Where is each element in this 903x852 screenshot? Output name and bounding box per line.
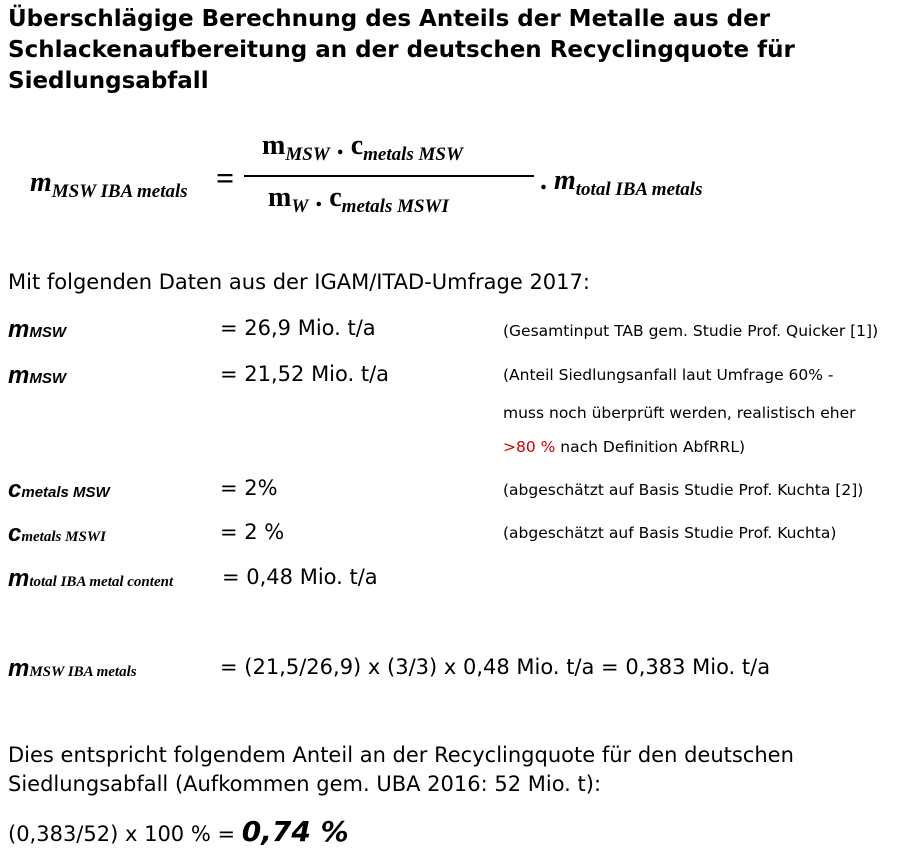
page-title: Überschlägige Berechnung des Anteils der Metalle aus der Schlackenaufbereitung an der deutschen Recyclingquote für Siedlungsabfall [8,6,795,94]
symbol-m-total-iba: mtotal IBA metal content [8,565,174,592]
formula-numerator: $m_{MSW}$ . $c_{metals MSW}$ [262,130,463,165]
result-value: 0,74 % [241,815,349,848]
formula-lhs: $m_{MSW IBA metals}$ [30,167,188,202]
value-c-metals-msw: = 2% [220,476,278,500]
symbol-c-metals-mswi: cmetals MSWI [8,520,106,547]
note-m-msw-share-line2: muss noch überprüft werden, realistisch eher [503,404,856,422]
formula-rhs: . $m_{total IBA metals}$ [540,165,703,200]
fraction-bar [244,175,534,177]
value-c-metals-mswi: = 2 % [220,520,285,544]
note-m-msw: (Gesamtinput TAB gem. Studie Prof. Quicker [1]) [503,322,879,340]
symbol-m-msw-share: mMSW [8,362,67,389]
value-m-msw-share: = 21,52 Mio. t/a [220,362,390,386]
symbol-m-msw: mMSW [8,316,67,343]
formula [30,130,750,230]
highlight-percentage: >80 % [503,438,556,456]
calculation-result: = (21,5/26,9) x (3/3) x 0,48 Mio. t/a = 0,383 Mio. t/a [220,655,771,679]
formula-equals: = [216,160,235,196]
symbol-m-msw-iba-metals: mMSW IBA metals [8,655,137,682]
final-result: (0,383/52) x 100 % = 0,74 % [8,815,349,848]
note-c-metals-mswi: (abgeschätzt auf Basis Studie Prof. Kuchta) [503,524,837,542]
value-m-msw: = 26,9 Mio. t/a [220,316,376,340]
note-m-msw-share-line3: >80 % nach Definition AbfRRL) [503,438,746,456]
symbol-c-metals-msw: cmetals MSW [8,476,110,503]
value-m-total-iba: = 0,48 Mio. t/a [222,565,378,589]
note-m-msw-share: (Anteil Siedlungsanfall laut Umfrage 60% - [503,366,834,384]
conclusion-paragraph: Dies entspricht folgendem Anteil an der Recyclingquote für den deutschen Siedlungsabfall (Aufkommen gem. UBA 2016: 52 Mio. t): [8,743,794,796]
formula-denominator: $m_W$ . $c_{metals MSWI}$ [268,182,449,217]
data-intro: Mit folgenden Daten aus der IGAM/ITAD-Umfrage 2017: [8,270,590,294]
note-c-metals-msw: (abgeschätzt auf Basis Studie Prof. Kuchta [2]) [503,481,864,499]
